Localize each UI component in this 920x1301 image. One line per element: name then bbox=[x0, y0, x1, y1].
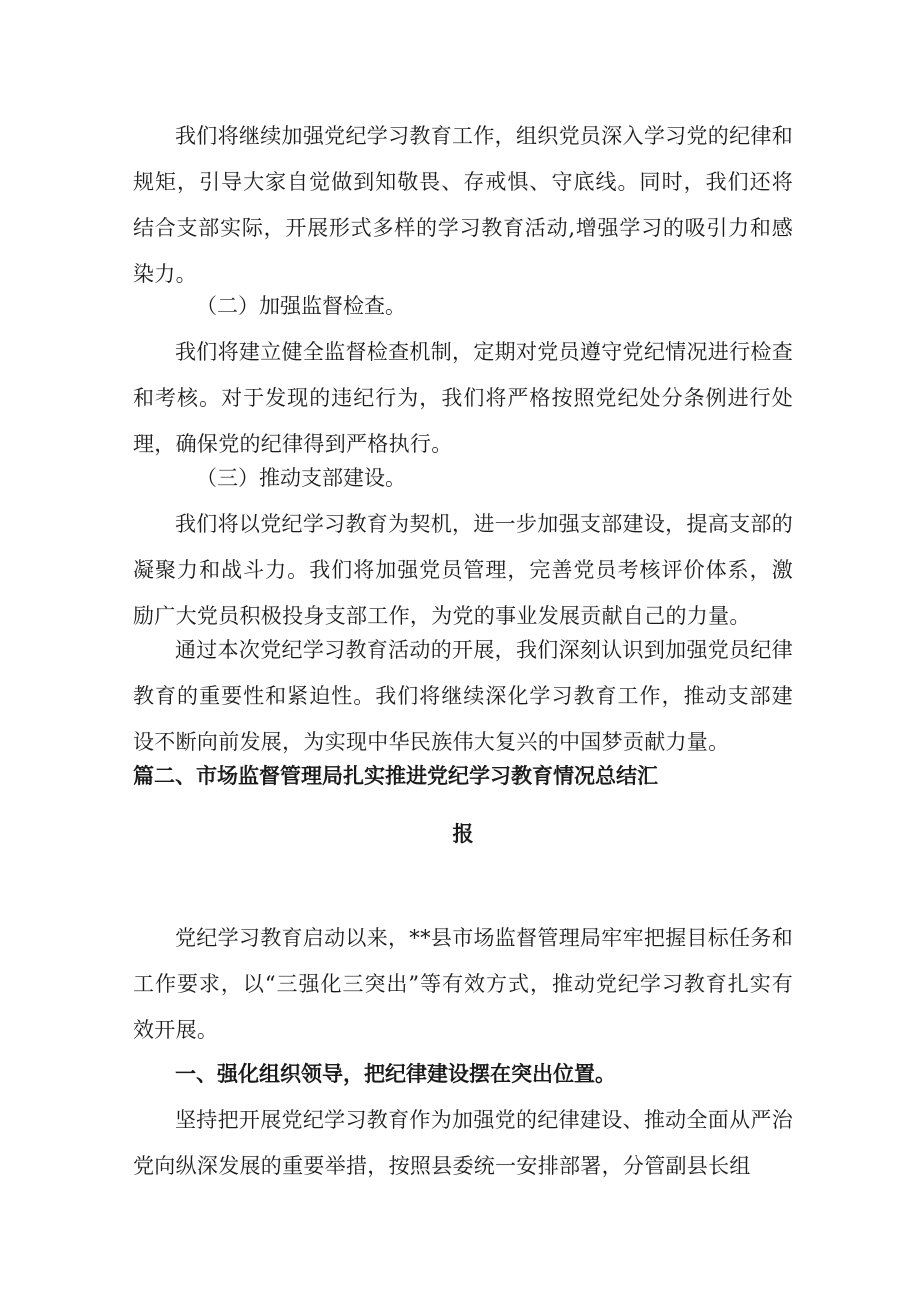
paragraph-branch-building: 我们将以党纪学习教育为契机，进一步加强支部建设，提高支部的凝聚力和战斗力。我们将加强党员管理，完善党员考核评价体系，激励广大党员积极投身支部工作，为党的事业发展贡献自己的力量。 bbox=[133, 512, 793, 628]
article-title-continuation: 报 bbox=[452, 822, 474, 846]
subheading-supervision: （二）加强监督检查。 bbox=[196, 294, 406, 318]
paragraph-intro: 党纪学习教育启动以来，**县市场监督管理局牢牢把握目标任务和工作要求，以“三强化三突出”等有效方式，推动党纪学习教育扎实有效开展。 bbox=[133, 926, 793, 1042]
subheading-branch-building: （三）推动支部建设。 bbox=[196, 466, 406, 490]
paragraph-supervision: 我们将建立健全监督检查机制，定期对党员遵守党纪情况进行检查和考核。对于发现的违纪行为，我们将严格按照党纪处分条例进行处理，确保党的纪律得到严格执行。 bbox=[133, 340, 793, 456]
section-heading-organization: 一、强化组织领导，把纪律建设摆在突出位置。 bbox=[175, 1062, 616, 1086]
article-title: 篇二、市场监督管理局扎实推进党纪学习教育情况总结汇 bbox=[133, 764, 658, 788]
paragraph-study-education: 我们将继续加强党纪学习教育工作，组织党员深入学习党的纪律和规矩，引导大家自觉做到知敬畏、存戒惧、守底线。同时，我们还将结合支部实际，开展形式多样的学习教育活动,增强学习的吸引力和感染力。 bbox=[133, 124, 793, 286]
paragraph-conclusion: 通过本次党纪学习教育活动的开展，我们深刻认识到加强党员纪律教育的重要性和紧迫性。我们将继续深化学习教育工作，推动支部建设不断向前发展，为实现中华民族伟大复兴的中国梦贡献力量。 bbox=[133, 638, 793, 754]
paragraph-organization: 坚持把开展党纪学习教育作为加强党的纪律建设、推动全面从严治党向纵深发展的重要举措，按照县委统一安排部署，分管副县长组 bbox=[133, 1108, 793, 1178]
